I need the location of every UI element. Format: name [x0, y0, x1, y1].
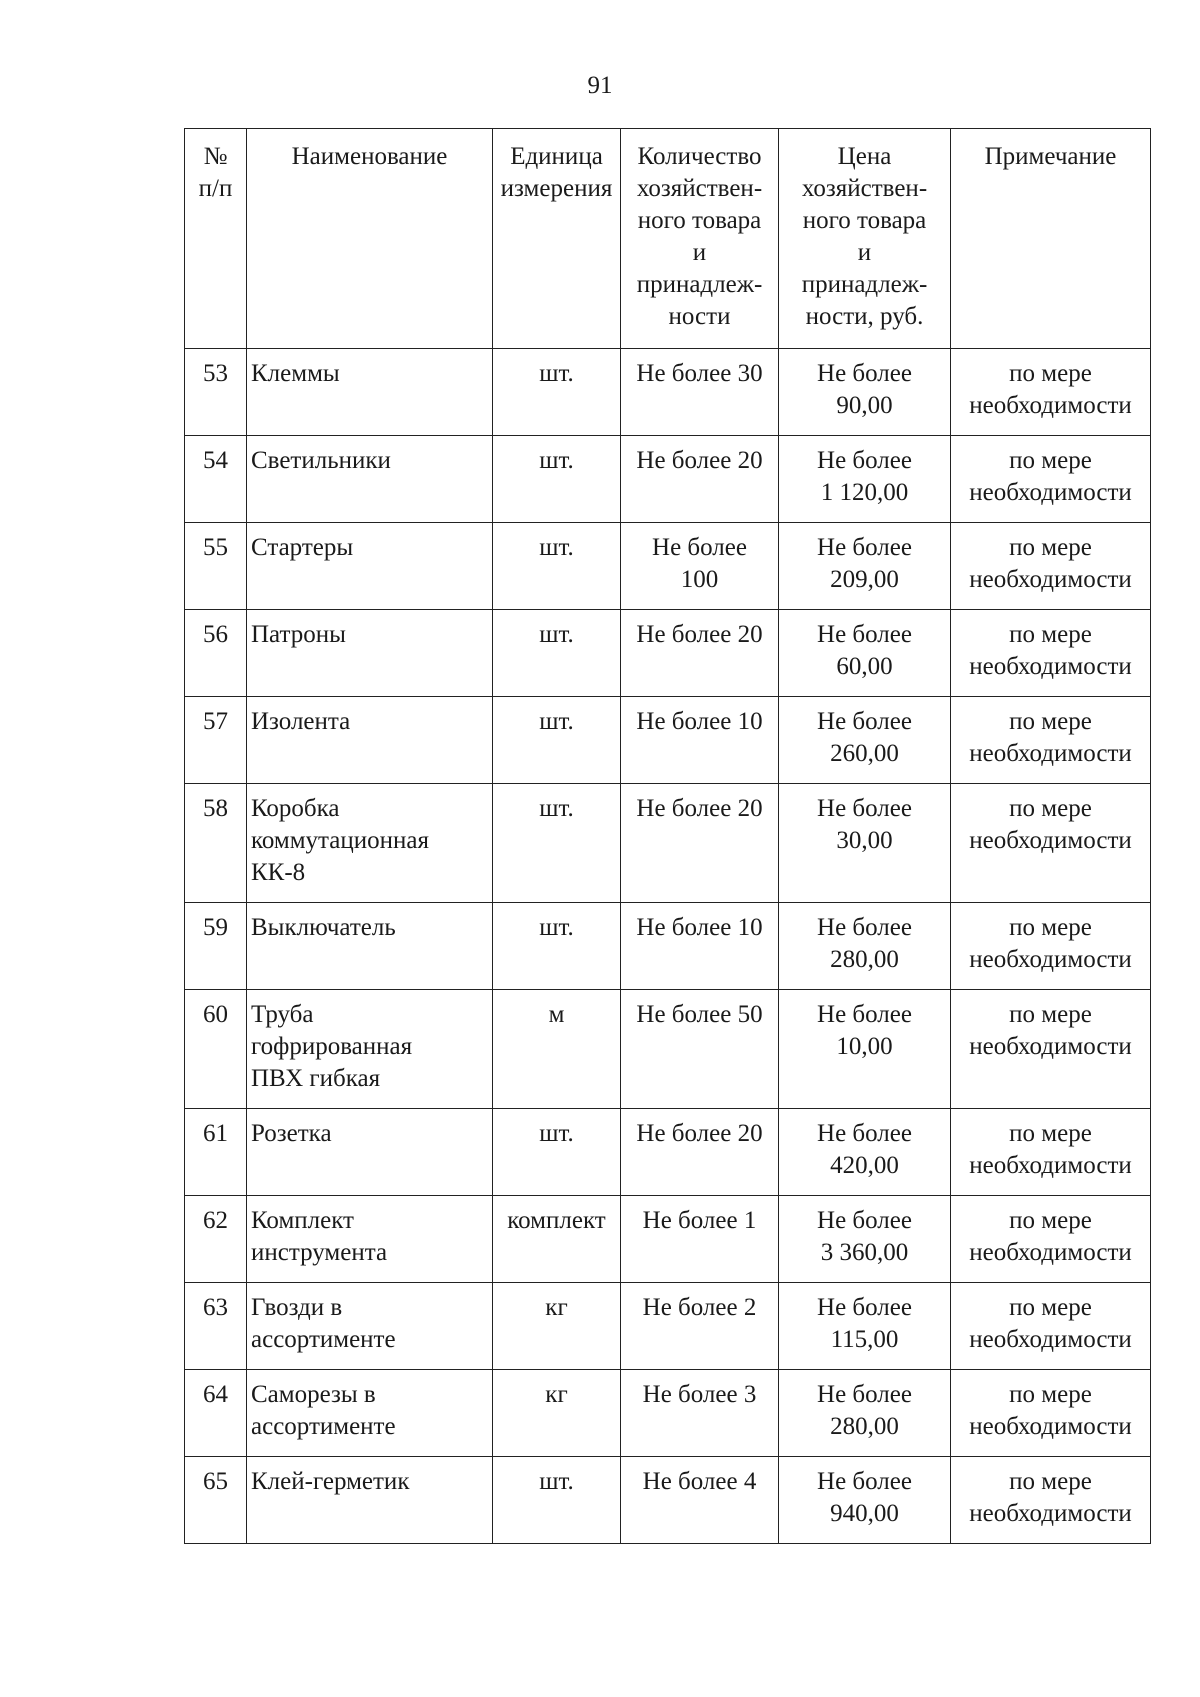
- table-row: [185, 1370, 1151, 1457]
- cell-unit: шт.: [493, 610, 621, 697]
- cell-quantity: Не более 50: [621, 990, 779, 1109]
- cell-name: Клей-герметик: [247, 1457, 493, 1544]
- table-row: [185, 1457, 1151, 1544]
- cell-price: Не более 90,00: [779, 349, 951, 436]
- cell-note: по мере необходимости: [951, 523, 1151, 610]
- cell-unit: кг: [493, 1370, 621, 1457]
- cell-name: Розетка: [247, 1109, 493, 1196]
- cell-note: по мере необходимости: [951, 1196, 1151, 1283]
- table-row: [185, 697, 1151, 784]
- cell-number: 61: [185, 1109, 247, 1196]
- cell-note: по мере необходимости: [951, 436, 1151, 523]
- cell-number: 59: [185, 903, 247, 990]
- cell-number: 56: [185, 610, 247, 697]
- cell-name: Светильники: [247, 436, 493, 523]
- cell-quantity: Не более 20: [621, 436, 779, 523]
- cell-name: Выключатель: [247, 903, 493, 990]
- cell-number: 54: [185, 436, 247, 523]
- cell-name: Стартеры: [247, 523, 493, 610]
- header-name: Наименование: [247, 129, 493, 349]
- cell-note: по мере необходимости: [951, 1109, 1151, 1196]
- cell-unit: шт.: [493, 436, 621, 523]
- cell-note: по мере необходимости: [951, 1457, 1151, 1544]
- table-row: [185, 1283, 1151, 1370]
- cell-number: 63: [185, 1283, 247, 1370]
- cell-price: Не более 209,00: [779, 523, 951, 610]
- cell-note: по мере необходимости: [951, 784, 1151, 903]
- cell-price: Не более 10,00: [779, 990, 951, 1109]
- cell-unit: шт.: [493, 349, 621, 436]
- header-unit: Единица измерения: [493, 129, 621, 349]
- cell-name: Комплект инструмента: [247, 1196, 493, 1283]
- cell-price: Не более 60,00: [779, 610, 951, 697]
- cell-quantity: Не более 100: [621, 523, 779, 610]
- cell-note: по мере необходимости: [951, 349, 1151, 436]
- cell-price: Не более 260,00: [779, 697, 951, 784]
- table-row: [185, 990, 1151, 1109]
- table-row: [185, 1109, 1151, 1196]
- cell-price: Не более 420,00: [779, 1109, 951, 1196]
- cell-quantity: Не более 4: [621, 1457, 779, 1544]
- table-row: [185, 1196, 1151, 1283]
- page-number: 91: [587, 72, 613, 99]
- header-num: № п/п: [185, 129, 247, 349]
- cell-unit: шт.: [493, 784, 621, 903]
- table-row: [185, 523, 1151, 610]
- cell-number: 65: [185, 1457, 247, 1544]
- cell-quantity: Не более 10: [621, 903, 779, 990]
- cell-unit: м: [493, 990, 621, 1109]
- cell-note: по мере необходимости: [951, 697, 1151, 784]
- cell-quantity: Не более 20: [621, 610, 779, 697]
- cell-note: по мере необходимости: [951, 990, 1151, 1109]
- cell-price: Не более 1 120,00: [779, 436, 951, 523]
- table-row: [185, 784, 1151, 903]
- table-row: [185, 349, 1151, 436]
- cell-price: Не более 280,00: [779, 1370, 951, 1457]
- cell-number: 64: [185, 1370, 247, 1457]
- table-header-row: [185, 129, 1151, 349]
- cell-unit: шт.: [493, 1109, 621, 1196]
- cell-number: 57: [185, 697, 247, 784]
- cell-quantity: Не более 20: [621, 784, 779, 903]
- cell-quantity: Не более 10: [621, 697, 779, 784]
- cell-name: Саморезы в ассортименте: [247, 1370, 493, 1457]
- cell-unit: шт.: [493, 1457, 621, 1544]
- cell-price: Не более 30,00: [779, 784, 951, 903]
- cell-number: 53: [185, 349, 247, 436]
- cell-quantity: Не более 30: [621, 349, 779, 436]
- cell-name: Коробка коммутационная КК-8: [247, 784, 493, 903]
- cell-price: Не более 940,00: [779, 1457, 951, 1544]
- cell-number: 62: [185, 1196, 247, 1283]
- cell-number: 55: [185, 523, 247, 610]
- header-note: Примечание: [951, 129, 1151, 349]
- cell-name: Гвозди в ассортименте: [247, 1283, 493, 1370]
- cell-price: Не более 3 360,00: [779, 1196, 951, 1283]
- goods-table: [184, 128, 1151, 1544]
- cell-note: по мере необходимости: [951, 1370, 1151, 1457]
- cell-quantity: Не более 1: [621, 1196, 779, 1283]
- header-quantity: Количество хозяйствен- ного товара и принадлеж- ности: [621, 129, 779, 349]
- table-row: [185, 610, 1151, 697]
- table-row: [185, 903, 1151, 990]
- cell-number: 60: [185, 990, 247, 1109]
- cell-unit: кг: [493, 1283, 621, 1370]
- cell-name: Изолента: [247, 697, 493, 784]
- cell-note: по мере необходимости: [951, 610, 1151, 697]
- cell-note: по мере необходимости: [951, 903, 1151, 990]
- cell-price: Не более 115,00: [779, 1283, 951, 1370]
- cell-number: 58: [185, 784, 247, 903]
- cell-unit: шт.: [493, 903, 621, 990]
- cell-unit: комплект: [493, 1196, 621, 1283]
- cell-price: Не более 280,00: [779, 903, 951, 990]
- cell-name: Клеммы: [247, 349, 493, 436]
- cell-unit: шт.: [493, 697, 621, 784]
- cell-quantity: Не более 20: [621, 1109, 779, 1196]
- cell-note: по мере необходимости: [951, 1283, 1151, 1370]
- header-price: Цена хозяйствен- ного товара и принадлеж- ности, руб.: [779, 129, 951, 349]
- cell-quantity: Не более 3: [621, 1370, 779, 1457]
- cell-quantity: Не более 2: [621, 1283, 779, 1370]
- cell-name: Труба гофрированная ПВХ гибкая: [247, 990, 493, 1109]
- cell-name: Патроны: [247, 610, 493, 697]
- cell-unit: шт.: [493, 523, 621, 610]
- table-row: [185, 436, 1151, 523]
